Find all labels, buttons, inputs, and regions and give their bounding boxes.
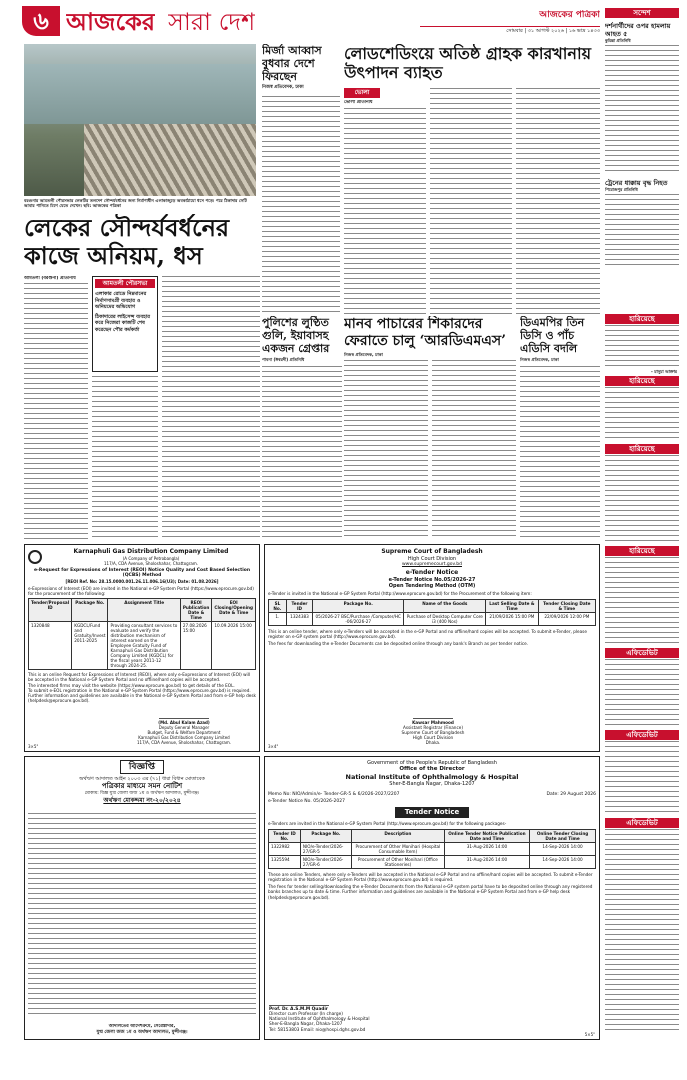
lost-column: [605, 314, 679, 1040]
kgdcl-td-pub: 27.08.2026 15:00: [180, 622, 212, 670]
lead-byline: আমতলী (বরগুনা) প্রতিনিধি: [24, 276, 76, 281]
kgdcl-designation: Deputy General Manager: [158, 725, 210, 730]
niooh-r2-desc: Procurement of Other Monihari (Office Stationeries): [351, 855, 444, 868]
kgdcl-dept: Budget, Fund & Welfare Department: [147, 730, 221, 735]
niooh-table: [268, 829, 596, 869]
niooh-addr: Sher-E-Bangla Nagar, Dhaka-1207: [389, 781, 475, 788]
loadshed-headline: লোডশেডিংয়ে অতিষ্ঠ গ্রাহক কারখানায় উৎপাদন ব্যাহত: [344, 44, 592, 82]
bigyopti-court: মোকাম: বিজ্ঞ যুগ্ম জেলা জজ ১ম ও অর্থঋণ আদালত, মুন্সীগঞ্জ।: [84, 791, 200, 796]
lost-4-title: হারিয়েছে: [605, 546, 679, 556]
kgdcl-th-title: Assignment Title: [108, 599, 180, 622]
supreme-th-package: Package No.: [313, 599, 404, 612]
niooh-d3: Sher-E-Bangla Nagar, Dhaka-1207: [269, 1022, 343, 1028]
kgdcl-bullet-4: Further information and guidelines are available in the National e-GP System Portal and from e-GP help desk (helpdesk@eprocure.gov.bd).: [28, 692, 256, 704]
kgdcl-signer: (Md. Abul Kalam Azad): [158, 720, 210, 725]
kgdcl-sub1: (A Company of Petrobangla): [122, 555, 180, 561]
table-row: [269, 612, 596, 625]
supreme-table: [268, 599, 596, 626]
sandesh-b1: কুমিল্লা প্রতিনিধি: [605, 38, 631, 43]
niooh-inst: National Institute of Ophthalmology & Hospital: [345, 773, 519, 782]
sandesh-body-1: [605, 45, 679, 173]
lead-sidebar-point-1: এলাকার রোডে নিম্নমানের নির্মাণসামগ্রী ব্যবহার ও অনিয়মের অভিযোগ: [95, 291, 147, 310]
niooh-date: Date: 29 August 2026: [546, 791, 596, 797]
dmp-byline: নিজস্ব প্রতিবেদক, ঢাকা: [520, 357, 559, 362]
supreme-td-last: 21/09/2026 15:00 PM: [486, 612, 538, 625]
bigyopti-law: অর্থঋণ আদালত আইন ২০০৩ এর (৭১) ধারা বিধান মোতাবেক: [79, 776, 205, 782]
lead-body-3: [162, 276, 260, 540]
supreme-size: 3×4": [268, 744, 279, 749]
supreme-web: www.supremecourt.gov.bd: [402, 561, 462, 567]
niooh-p1: These are online Tenders, where only e-Tenders will be accepted in the National e-GP Portal and no offline/hard copies will be accepted. To submit e-Tender registration in the National e-GP System Portal (http://www.eprocure.gov.bd) is required.: [268, 871, 593, 882]
lost-3: [605, 444, 679, 544]
kgdcl-td-id: 1320848: [29, 622, 72, 670]
supreme-method: Open Tendering Method (OTM): [388, 583, 476, 590]
sandesh-body-2: [605, 194, 679, 268]
supreme-signer: Kawsar Mahmood: [412, 720, 454, 725]
loadshed-body-3: [516, 88, 600, 314]
section-title: সারা দেশ: [168, 8, 256, 36]
niooh-size: 5×5": [584, 1032, 595, 1037]
lead-body-1: [24, 283, 88, 540]
lost-1-sig: – মাসুমা আক্তার: [650, 369, 677, 374]
trafficking-body-1: [344, 360, 428, 540]
supreme-p1: This is an online tender, where only e-Tenders will be accepted in the e-GP Portal and no offline/hard copies will be accepted. To submit e-Tender, please register on e-GP system portal (http://www.eprocure.gov.bd).: [268, 628, 587, 639]
kgdcl-bullet-1: This is an online Request for Expressions of Interest (REOI), where only e-Expressions of Interest (EOI) will be accepted in the National e-GP System Portal and no offline/hard copies will be accepted.: [28, 672, 250, 683]
kgdcl-bullet-2: The interested firms may visit the website (https://www.eprocure.gov.bd) to get details of the EOL.: [28, 682, 235, 688]
kgdcl-th-package: Package No.: [72, 599, 108, 622]
supreme-th-goods: Name of the Goods: [404, 599, 486, 612]
supreme-td-goods: Purchase of Desktop Computer Core i3 (400 Nos): [404, 612, 486, 625]
supreme-th-close: Tender Closing Date & Time: [538, 599, 595, 612]
niooh-gov: Government of the People's Republic of Bangladesh: [367, 760, 497, 766]
niooh-ref: e-Tender Notice No. 05/2026-2027: [268, 799, 345, 805]
niooh-r1-close: 14-Sep-2026 14:00: [530, 842, 596, 855]
brand-logo: আজকের: [66, 8, 156, 36]
kgdcl-th-close: EOI Closing/Opening Date & Time: [212, 599, 256, 622]
supreme-signature-icon: [413, 711, 453, 719]
bigyopti-footer: [28, 1024, 256, 1036]
sandesh-header: সন্দেশ: [605, 8, 679, 18]
kgdcl-td-package: KGDCL/Fund and Gratuity/Invest 2011-2025: [72, 622, 108, 670]
lost-1: [605, 314, 679, 374]
supreme-th-id: Tender ID: [286, 599, 312, 612]
niooh-r2-pub: 31-Aug-2026 14:00: [444, 855, 529, 868]
niooh-d2: National Institute of Ophthalmology & Hospital: [269, 1017, 370, 1023]
lead-sidebar-title: আমতলী পৌরসভা: [95, 279, 155, 288]
masthead: [0, 0, 687, 40]
affidavit-3: [605, 818, 679, 1034]
bigyopti-footer-2: যুগ্ম জেলা জজ ১ম ও অর্থঋণ আদালত, মুন্সীগঞ্জ।: [96, 1030, 188, 1035]
bigyopti-body: [28, 813, 256, 1015]
sandesh-column: [605, 20, 679, 312]
mirza-byline: নিজস্ব প্রতিবেদক, ঢাকা: [262, 85, 304, 90]
niooh-r1-package: NIO/e-Tender/2026-27/GR-5: [300, 842, 351, 855]
supreme-p2: The fees for downloading the e-Tender Documents can be deposited online through any bank's Branch as per tender notice.: [268, 640, 529, 646]
loadshed-body-1: [344, 108, 426, 314]
loadshed-story: [344, 44, 600, 314]
kgdcl-notice: [24, 544, 260, 752]
niooh-r2-package: NIO/e-Tender/2026-27/GR-6: [300, 855, 351, 868]
kgdcl-signature-icon: [159, 711, 209, 719]
kgdcl-th-id: Tender/Proposal ID: [29, 599, 72, 622]
trafficking-body-2: [432, 360, 516, 540]
affidavit-1: [605, 648, 679, 728]
table-row: [269, 842, 596, 855]
dmp-body: [520, 366, 600, 540]
niooh-th-pub: Online Tender Notice Publication Date and Time: [444, 829, 529, 842]
photo-caption: বরগুনার আমতলী পৌরসভার লেকটির তলদেশ সৌন্দর্যবর্ধনের জন্য নির্মাণাধীন এলাকাজুড়ে অবকাঠামো ধসে পড়ে। পরে ঠিকাদার সেটি আবার পানিতে মিশে যেতে দেখেন। ছবি: আজকের পত্রিকা: [24, 198, 247, 209]
niooh-memo: Memo No: NIO/Admin/e- Tender-GR-5 & 6/2026-2027/2207: [268, 791, 400, 797]
kgdcl-addr: 117/A, CDA Avenue, Sholoshahar, Chattogram.: [137, 740, 231, 745]
dmp-headline: ডিএমপির তিন ডিসি ও পাঁচ এডিসি বদলি: [520, 316, 585, 355]
loadshed-body-2: [430, 88, 512, 314]
trafficking-headline: মানব পাচারের শিকারদের ফেরাতে চালু ‘আরডিএমএস’: [344, 316, 507, 349]
kgdcl-size: 3×5": [28, 744, 39, 749]
kgdcl-td-title: Providing consultant services to evaluate and verify the distribution mechanism of interest earned on the Employee Gratuity Fund of Karnaphuli Gas Distribution Company Limited (KGDCL) for the fiscal years 2011-12 through 2024-25.: [108, 622, 180, 670]
niooh-r1-pub: 31-Aug-2026 14:00: [444, 842, 529, 855]
niooh-r1-desc: Procurement of Other Monihari (Hospital Consumable Item): [351, 842, 444, 855]
niooh-p2: The fees for tender selling/downloading the e-Tender Documents from the National e-GP system portal have to be deposited online through any registered banks branches up to date & time. Further information and guidelines are available in the National e-GP System Portal and from e-GP help desk (helpdesk@eprocure.gov.bd).: [268, 884, 593, 900]
police-story: [262, 316, 342, 540]
dmp-story: [520, 316, 600, 540]
lost-1-title: হারিয়েছে: [605, 314, 679, 324]
supreme-td-package: 05/2026-27 BSC/Purchase /Computer/HC -06/2026-27: [313, 612, 404, 625]
kgdcl-title: e-Request for Expressions of Interest (REOI) Notice Quality and Cost Based Selection (QCBS) Method: [33, 567, 251, 579]
kgdcl-signature: [129, 711, 239, 745]
niooh-notice: [264, 756, 600, 1040]
affidavit-3-title: এফিডেভিট: [605, 818, 679, 828]
police-body: [262, 366, 342, 540]
supreme-signature: [383, 711, 483, 745]
niooh-office: Office of the Director: [399, 766, 465, 773]
bigyopti-title: বিজ্ঞপ্তি: [120, 760, 164, 774]
kgdcl-company: Karnaphuli Gas Distribution Company Limited: [73, 548, 229, 555]
niooh-tel: Tel: 58153803 Email: nio@hospi.dghs.gov.bd: [269, 1027, 366, 1033]
trafficking-byline: নিজস্ব প্রতিবেদক, ঢাকা: [344, 352, 383, 357]
affidavit-2: [605, 730, 679, 816]
supreme-division: High Court Division: [407, 555, 457, 562]
kgdcl-td-close: 10.09.2026 15:00: [212, 622, 256, 670]
supreme-designation: Assistant Registrar (Finance): [403, 725, 463, 730]
niooh-th-desc: Description: [351, 829, 444, 842]
niooh-signature-icon: [269, 998, 329, 1006]
supreme-td-id: 1324383: [286, 612, 312, 625]
photo-water: [24, 64, 256, 124]
supreme-intro: e-Tender is invited in the National e-GP System Portal (http://www.eprocure.gov.bd) for the Procurement of the following item:: [268, 591, 532, 597]
bigyopti-case: অর্থঋণ মোকদ্দমা নং-২০/২০২৪: [103, 796, 181, 804]
sandesh-b2: পিরোজপুর প্রতিনিধি: [605, 187, 638, 192]
lake-photo: [24, 44, 256, 196]
niooh-signer: Prof. Dr. A.S.M.M Quadir: [269, 1006, 328, 1012]
kgdcl-bullet-3: To submit e-EOL registration in the National e-GP System Portal (https://www.eprocure.gov.bd) is required.: [28, 687, 251, 693]
niooh-d1: Director cum Professor (In charge): [269, 1011, 343, 1017]
loadshed-byline: ভোলা প্রতিনিধি: [344, 100, 373, 105]
supreme-city: Dhaka.: [425, 740, 441, 745]
kgdcl-sub2: 117/A, CDA Avenue, Sholoshahar, Chattogram.: [104, 560, 198, 566]
table-row: [269, 855, 596, 868]
kgdcl-ref: [REOI Ref. No: 28.15.0000.001.26.11.006.16(U3); Date: 01.08.2026]: [65, 578, 219, 584]
bigyopti-footer-1: আদালতের আদেশক্রমে, সেরেস্তাদার,: [108, 1024, 176, 1029]
sandesh-h1: দর্শনার্থীদের ওপর হামলায় আহত ৫: [605, 22, 671, 38]
affidavit-2-title: এফিডেভিট: [605, 730, 679, 740]
lead-sidebar-point-2: ঠিকাদারের লাইসেন্স ব্যবহার করে নিজেরা কাজটি শেষ করেছেন পৌর কর্মকর্তা: [95, 313, 150, 333]
kgdcl-th-pub: REOI Publication Date & Time: [180, 599, 212, 622]
niooh-r2-id: 1325594: [269, 855, 301, 868]
mirza-body: [262, 96, 340, 314]
kgdcl-logo-icon: [28, 550, 42, 564]
loadshed-kicker: ভোলা: [344, 88, 380, 98]
affidavit-1-title: এফিডেভিট: [605, 648, 679, 658]
niooh-title: Tender Notice: [395, 807, 470, 818]
dateline: সোমবার | ৩১ আগস্ট ২০২৬ | ১৬ ভাদ্র ১৪৩৩: [420, 26, 600, 34]
niooh-r1-id: 1322982: [269, 842, 301, 855]
supreme-no: e-Tender Notice No.05/2026-27: [388, 576, 476, 583]
mirza-story: [262, 44, 340, 314]
bigyopti-sub: পত্রিকার মাধ্যমে সমন নোটিশ: [101, 782, 183, 791]
lead-sidebar: [92, 276, 158, 372]
police-headline: পুলিশের লুণ্ঠিত গুলি, ইয়াবাসহ একজন গ্রেপ্তার: [262, 316, 330, 355]
sandesh-h2: ট্রেনের ধাক্কায় বৃদ্ধ নিহত: [605, 179, 668, 187]
supreme-th-last: Last Selling Date & Time: [486, 599, 538, 612]
table-row: [29, 622, 256, 670]
brand-right: আজকের পত্রিকা: [539, 10, 600, 20]
bigyopti-notice: [24, 756, 260, 1040]
supreme-notice-title: e-Tender Notice: [405, 569, 459, 577]
trafficking-story: [344, 316, 516, 540]
supreme-th-sl: SL No.: [269, 599, 287, 612]
lost-2-title: হারিয়েছে: [605, 376, 679, 386]
niooh-r2-close: 14-Sep-2026 14:00: [530, 855, 596, 868]
kgdcl-table: [28, 598, 256, 670]
lost-3-title: হারিয়েছে: [605, 444, 679, 454]
supreme-court: Supreme Court of Bangladesh: [381, 548, 483, 555]
supreme-td-close: 22/09/2026 12:00 PM: [538, 612, 595, 625]
police-byline: পাবনা (ঈশ্বরদী) প্রতিনিধি: [262, 357, 305, 362]
lead-body-2: [92, 376, 158, 540]
niooh-th-id: Tender ID No.: [269, 829, 301, 842]
mirza-headline: মির্জা আব্বাস বুধবার দেশে ফিরছেন: [262, 44, 322, 83]
lost-4: [605, 546, 679, 646]
supreme-org2: High Court Division: [412, 735, 454, 740]
kgdcl-intro: e-Expressions of Interest (EOI) are invited in the National e-GP System Portal (https://www.eprocure.gov.bd) for the procurement of the following:: [28, 585, 254, 596]
supreme-org1: Supreme Court of Bangladesh: [401, 730, 465, 735]
niooh-th-package: Package No.: [300, 829, 351, 842]
photo-structure: [84, 124, 256, 196]
niooh-signature: [269, 998, 469, 1033]
niooh-intro: e-Tenders are invited in the National e-GP System Portal (http://www.eprocure.gov.bd) for the following packages-: [268, 820, 507, 826]
niooh-th-close: Online Tender Closing Date and Time: [530, 829, 596, 842]
kgdcl-org: Karnaphuli Gas Distribution Company Limited: [138, 735, 230, 740]
lead-headline: লেকের সৌন্দর্যবর্ধনের কাজে অনিয়ম, ধস: [24, 214, 230, 270]
page-number: ৬: [22, 6, 60, 36]
lost-2: [605, 376, 679, 442]
supreme-td-sl: 1.: [269, 612, 287, 625]
supreme-notice: [264, 544, 600, 752]
